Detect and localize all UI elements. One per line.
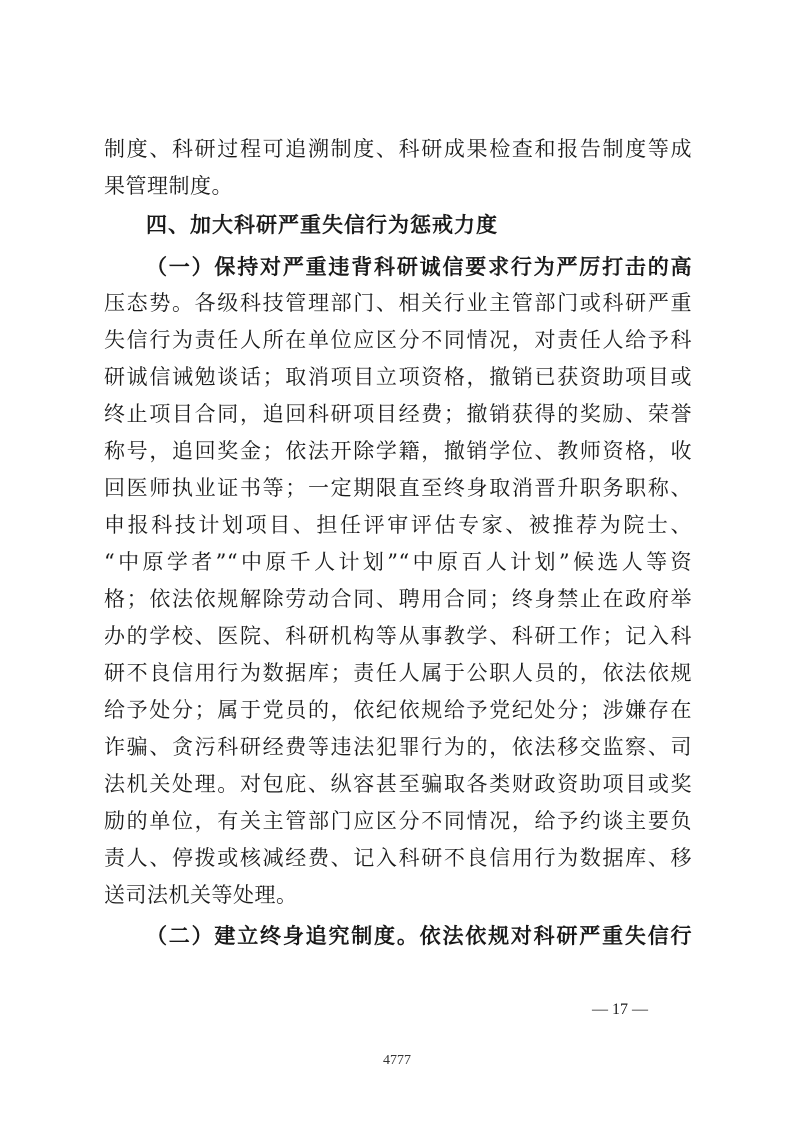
body-line: “中原学者”“中原千人计划”“中原百人计划”候选人等资 bbox=[104, 550, 692, 574]
page-number: — 17 — bbox=[592, 1001, 648, 1018]
section-heading: 四、加大科研严重失信行为惩戒力度 bbox=[146, 213, 498, 237]
body-line: 压态势。各级科技管理部门、相关行业主管部门或科研严重 bbox=[104, 291, 692, 315]
body-line: 格；依法依规解除劳动合同、聘用合同；终身禁止在政府举 bbox=[104, 587, 692, 611]
body-line: 回医师执业证书等；一定期限直至终身取消晋升职务职称、 bbox=[104, 476, 692, 500]
body-line: 终止项目合同，追回科研项目经费；撤销获得的奖励、荣誉 bbox=[104, 402, 692, 426]
subsection-lead: （一）保持对严重违背科研诚信要求行为严厉打击的高 bbox=[146, 254, 692, 279]
body-line: 失信行为责任人所在单位应区分不同情况，对责任人给予科 bbox=[104, 328, 692, 352]
body-line: 责人、停拨或核减经费、记入科研不良信用行为数据库、移 bbox=[104, 846, 692, 870]
body-line: 申报科技计划项目、担任评审评估专家、被推荐为院士、 bbox=[104, 513, 692, 537]
body-line: 励的单位，有关主管部门应区分不同情况，给予约谈主要负 bbox=[104, 809, 692, 833]
body-line: 研诚信诫勉谈话；取消项目立项资格，撤销已获资助项目或 bbox=[104, 365, 692, 389]
body-line: 称号，追回奖金；依法开除学籍，撤销学位、教师资格，收 bbox=[104, 439, 692, 463]
body-line: 研不良信用行为数据库；责任人属于公职人员的，依法依规 bbox=[104, 661, 692, 685]
body-line: 办的学校、医院、科研机构等从事教学、科研工作；记入科 bbox=[104, 624, 692, 648]
body-line: 送司法机关等处理。 bbox=[104, 883, 298, 907]
body-line: 诈骗、贪污科研经费等违法犯罪行为的，依法移交监察、司 bbox=[104, 735, 692, 759]
subsection-lead: （二）建立终身追究制度。依法依规对科研严重失信行 bbox=[146, 923, 692, 948]
body-line: 法机关处理。对包庇、纵容甚至骗取各类财政资助项目或奖 bbox=[104, 772, 692, 796]
body-line: 制度、科研过程可追溯制度、科研成果检查和报告制度等成 bbox=[104, 137, 692, 161]
footer-code: 4777 bbox=[383, 1053, 411, 1068]
body-line: 给予处分；属于党员的，依纪依规给予党纪处分；涉嫌存在 bbox=[104, 698, 692, 722]
body-line: 果管理制度。 bbox=[104, 174, 233, 198]
